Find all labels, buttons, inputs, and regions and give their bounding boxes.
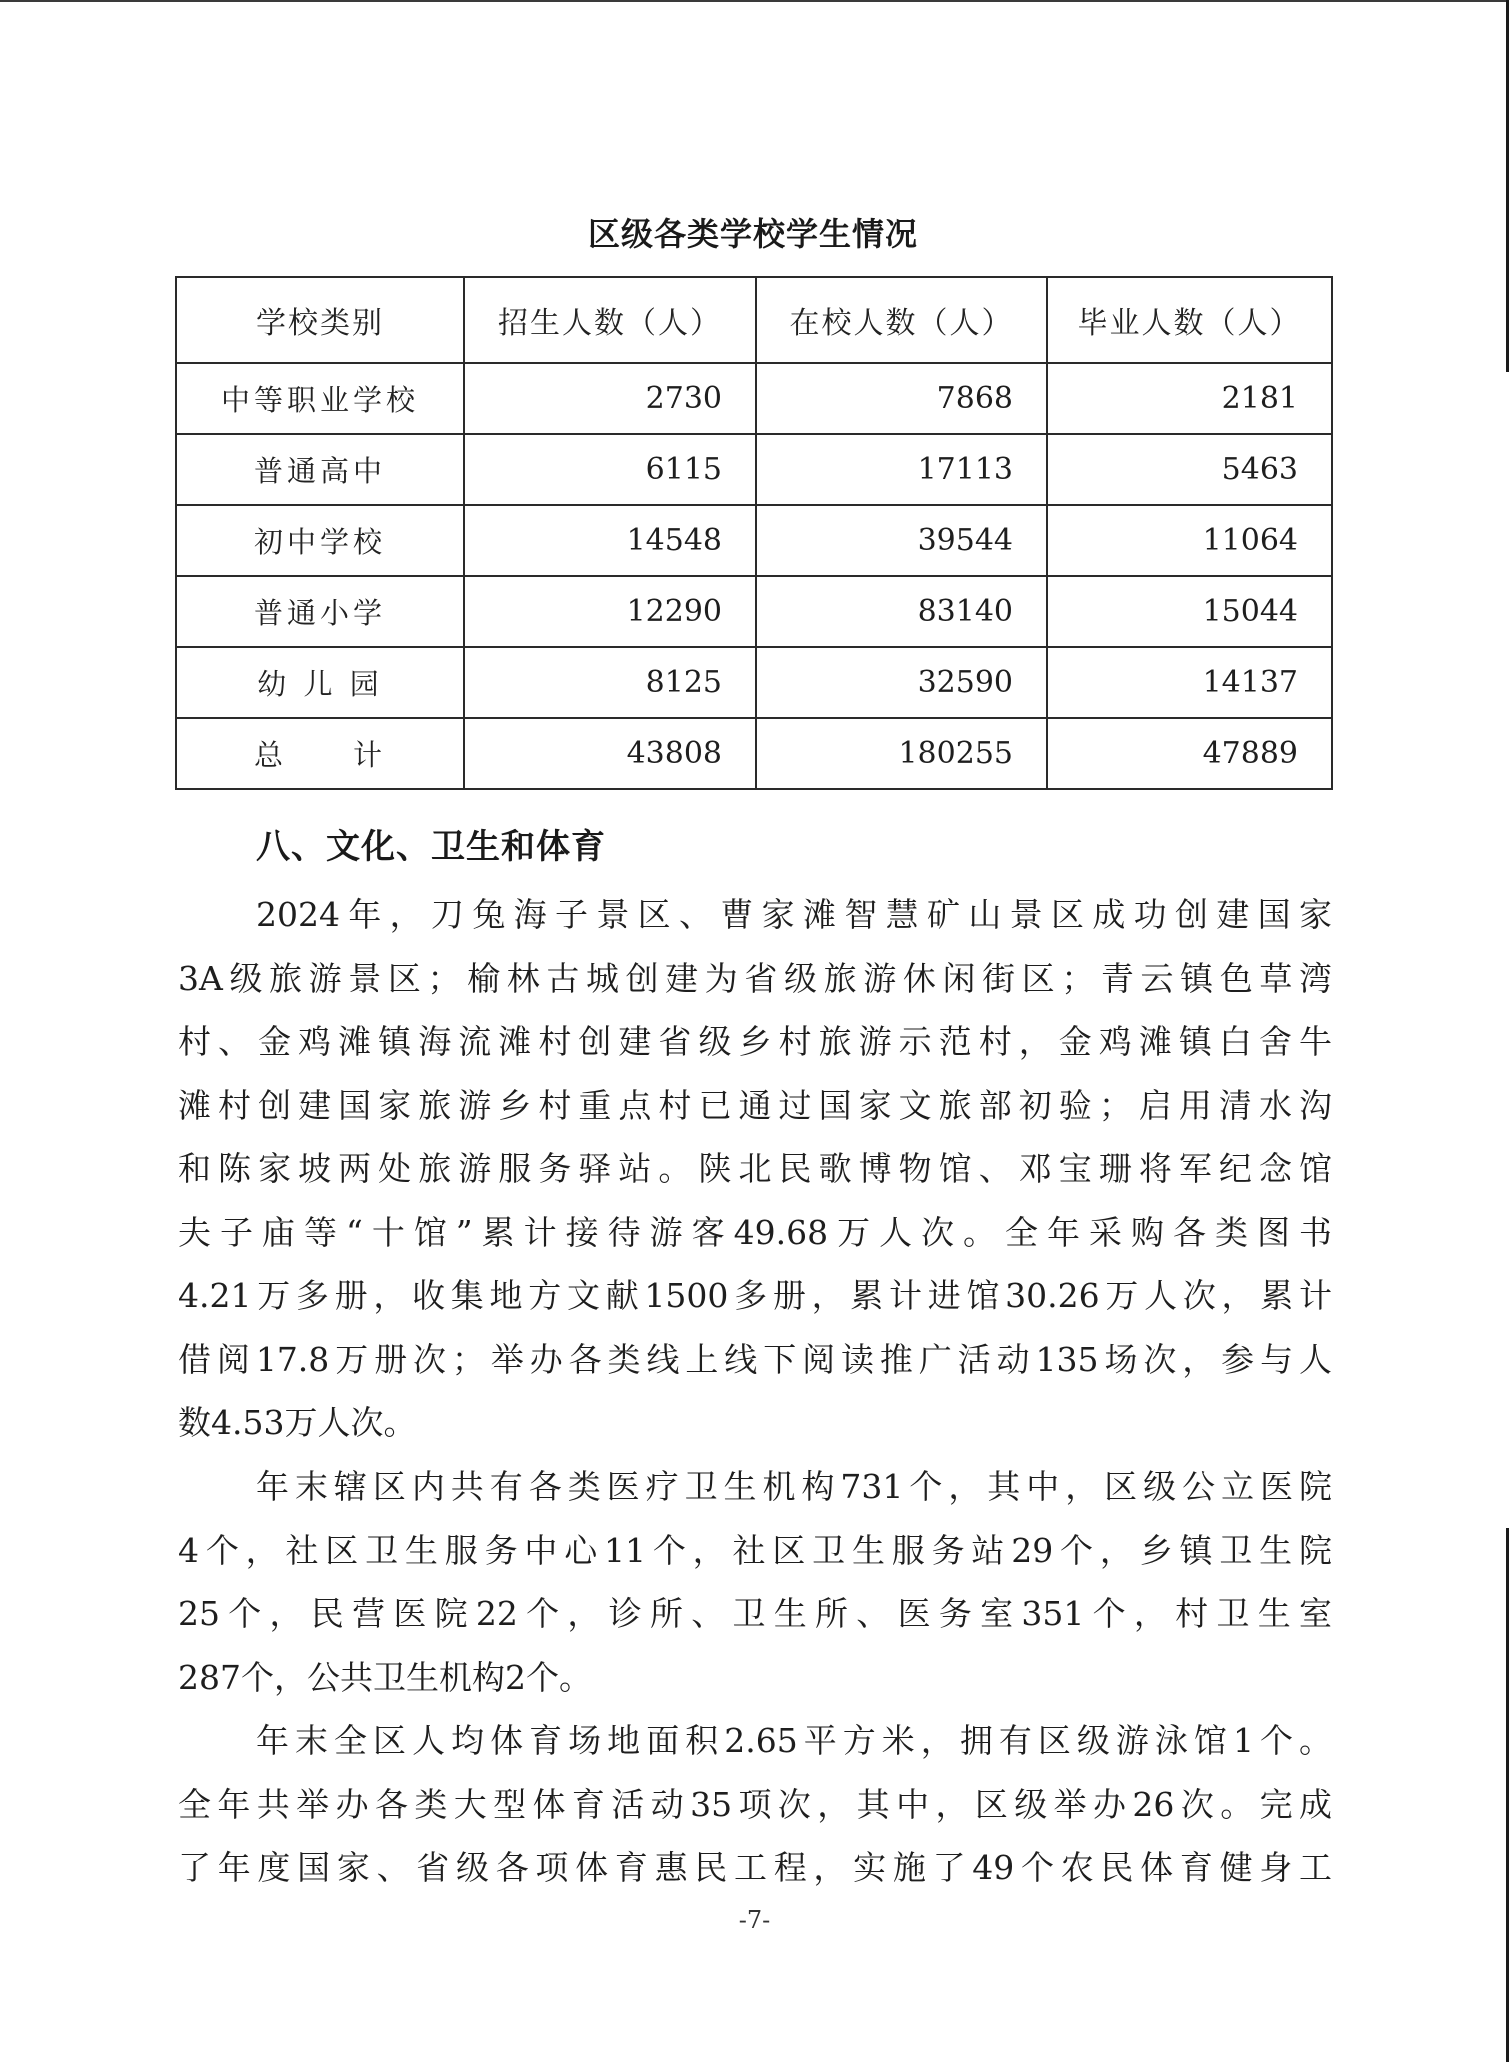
text-line: 年末全区人均体育场地面积2.65平方米，拥有区级游泳馆1个。 xyxy=(256,1721,1332,1760)
text-line: 年末辖区内共有各类医疗卫生机构731个，其中，区级公立医院 xyxy=(256,1467,1332,1506)
row-category: 总 计 xyxy=(176,718,464,789)
row-category: 普通高中 xyxy=(176,434,464,505)
row-category: 幼 儿 园 xyxy=(176,647,464,718)
row-category: 初中学校 xyxy=(176,505,464,576)
table-row-total xyxy=(176,718,1332,789)
enrolled-count: 6115 xyxy=(464,434,756,505)
text-line: 2024年，刀兔海子景区、曹家滩智慧矿山景区成功创建国家 xyxy=(256,895,1332,934)
paragraph-sports xyxy=(178,1709,1332,1900)
column-header-in-school: 在校人数（人） xyxy=(756,277,1047,363)
graduated-count: 15044 xyxy=(1047,576,1332,647)
text-line: 村、金鸡滩镇海流滩村创建省级乡村旅游示范村，金鸡滩镇白舍牛 xyxy=(178,1022,1332,1061)
row-category: 中等职业学校 xyxy=(176,363,464,434)
enrolled-count: 12290 xyxy=(464,576,756,647)
graduated-count: 14137 xyxy=(1047,647,1332,718)
column-header-graduated: 毕业人数（人） xyxy=(1047,277,1332,363)
enrolled-count: 2730 xyxy=(464,363,756,434)
in-school-count: 83140 xyxy=(756,576,1047,647)
enrolled-count: 43808 xyxy=(464,718,756,789)
text-line: 287个，公共卫生机构2个。 xyxy=(178,1657,592,1697)
table-row xyxy=(176,647,1332,718)
text-line: 4个，社区卫生服务中心11个，社区卫生服务站29个，乡镇卫生院 xyxy=(178,1530,1332,1570)
table-header-row xyxy=(176,277,1332,363)
text-line: 了年度国家、省级各项体育惠民工程，实施了49个农民体育健身工 xyxy=(178,1848,1332,1887)
in-school-count: 180255 xyxy=(756,718,1047,789)
graduated-count: 2181 xyxy=(1047,363,1332,434)
in-school-count: 7868 xyxy=(756,363,1047,434)
text-line: 4.21万多册，收集地方文献1500多册，累计进馆30.26万人次，累计 xyxy=(178,1276,1332,1315)
graduated-count: 11064 xyxy=(1047,505,1332,576)
graduated-count: 47889 xyxy=(1047,718,1332,789)
text-line: 25个，民营医院22个，诊所、卫生所、医务室351个，村卫生室 xyxy=(178,1594,1332,1633)
text-line: 滩村创建国家旅游乡村重点村已通过国家文旅部初验；启用清水沟 xyxy=(178,1085,1332,1125)
table-title: 区级各类学校学生情况 xyxy=(587,215,918,253)
school-students-table xyxy=(175,276,1333,790)
page-top-edge xyxy=(0,0,1509,2)
column-header-category: 学校类别 xyxy=(176,277,464,363)
text-line: 3A级旅游景区；榆林古城创建为省级旅游休闲街区；青云镇色草湾 xyxy=(178,958,1332,998)
enrolled-count: 8125 xyxy=(464,647,756,718)
paragraph-health xyxy=(178,1455,1332,1709)
in-school-count: 39544 xyxy=(756,505,1047,576)
page-number: -7- xyxy=(738,1906,771,1934)
column-header-enrolled: 招生人数（人） xyxy=(464,277,756,363)
text-line: 全年共举办各类大型体育活动35项次，其中，区级举办26次。完成 xyxy=(178,1784,1332,1824)
graduated-count: 5463 xyxy=(1047,434,1332,505)
table-row xyxy=(176,576,1332,647)
enrolled-count: 14548 xyxy=(464,505,756,576)
table-row xyxy=(176,434,1332,505)
text-line: 夫子庙等“十馆”累计接待游客49.68万人次。全年采购各类图书 xyxy=(178,1212,1332,1252)
text-line: 借阅17.8万册次；举办各类线上线下阅读推广活动135场次，参与人 xyxy=(178,1339,1332,1379)
in-school-count: 32590 xyxy=(756,647,1047,718)
table-row xyxy=(176,363,1332,434)
row-category: 普通小学 xyxy=(176,576,464,647)
section-heading: 八、文化、卫生和体育 xyxy=(256,827,606,867)
in-school-count: 17113 xyxy=(756,434,1047,505)
table-row xyxy=(176,505,1332,576)
text-line: 数4.53万人次。 xyxy=(178,1403,417,1442)
text-line: 和陈家坡两处旅游服务驿站。陕北民歌博物馆、邓宝珊将军纪念馆 xyxy=(178,1149,1332,1188)
paragraph-culture-tourism xyxy=(178,883,1332,1455)
